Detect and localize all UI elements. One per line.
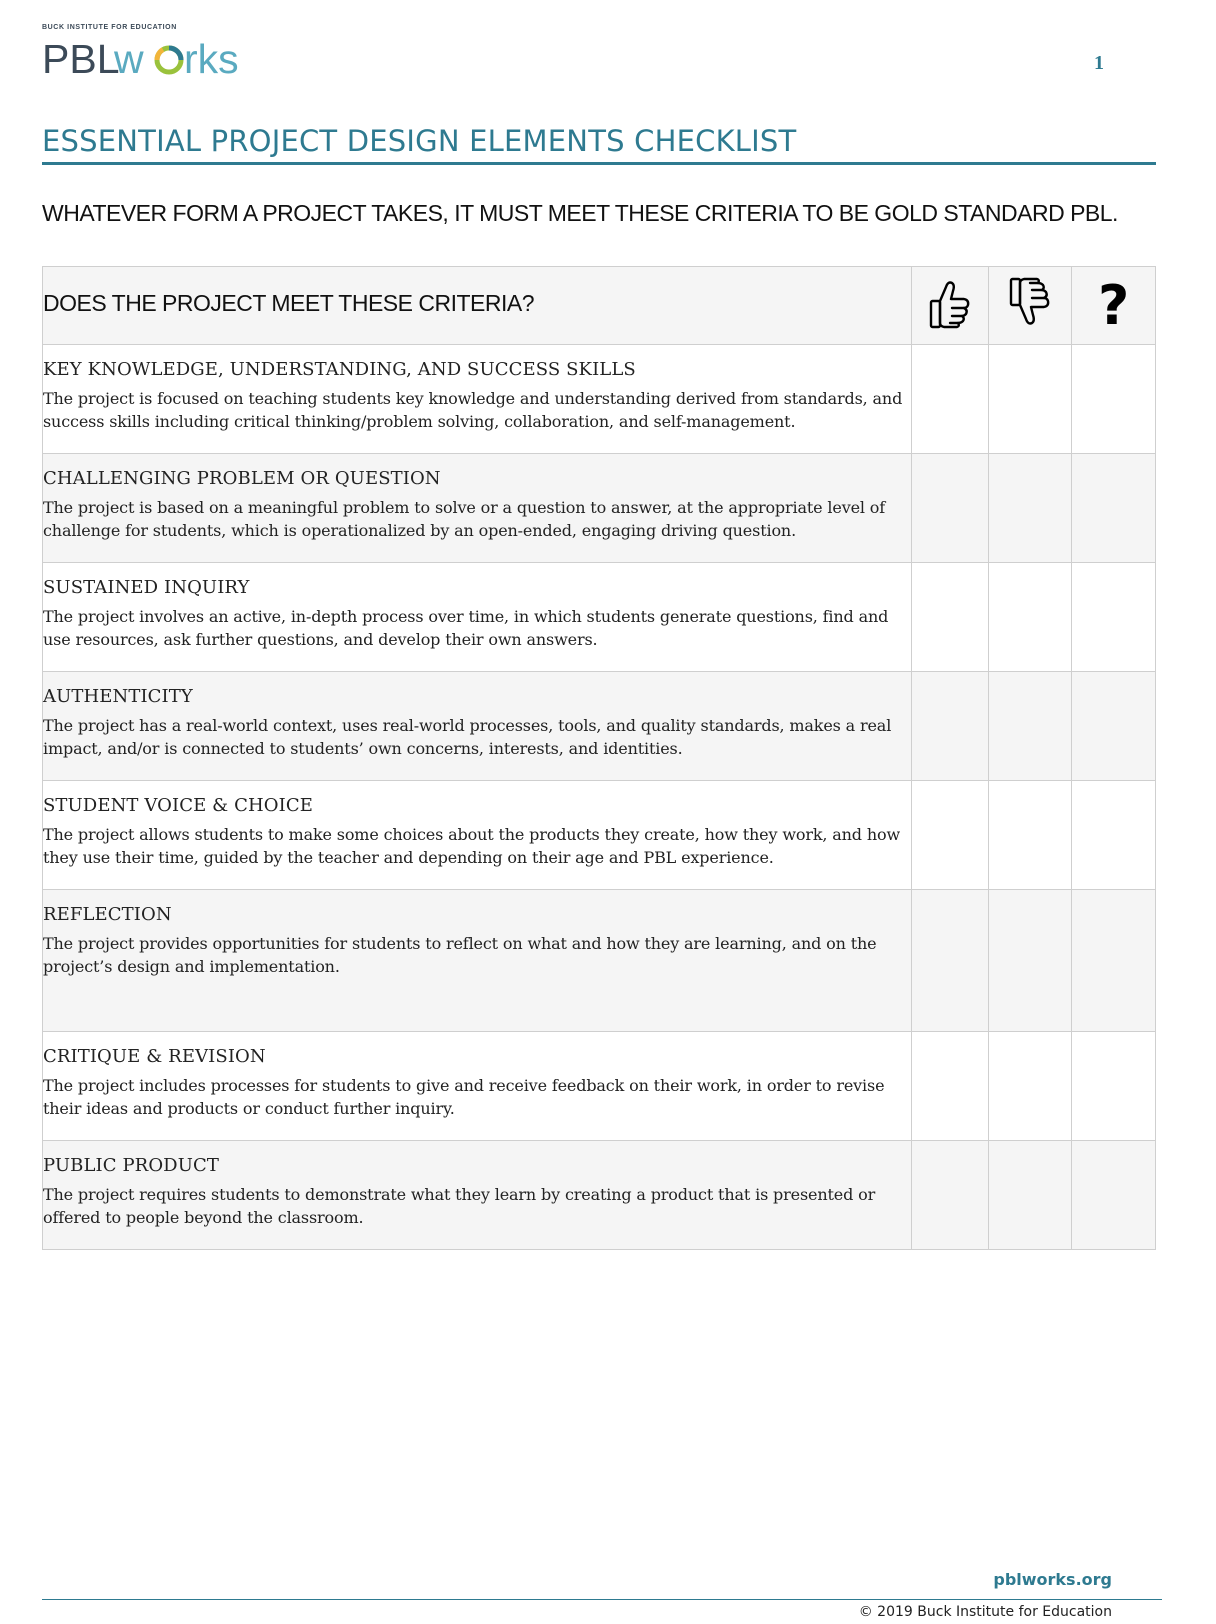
criterion-cell: [43, 672, 912, 781]
criterion-description: The project is focused on teaching students key knowledge and understanding derived from standards, and success skills including critical thinking/problem solving, collaboration, and self-management.: [43, 389, 903, 431]
criterion-title: REFLECTION: [43, 904, 172, 925]
criterion-title: SUSTAINED INQUIRY: [43, 577, 250, 598]
criterion-description: The project allows students to make some choices about the products they create, how they work, and how they use their time, guided by the teacher and depending on their age and PBL experience.: [43, 825, 901, 867]
criterion-title: AUTHENTICITY: [43, 686, 193, 707]
question-mark-header: [1072, 267, 1156, 345]
thumbs-down-cell[interactable]: [988, 890, 1072, 1032]
table-row: [43, 454, 1156, 563]
table-row: [43, 563, 1156, 672]
thumbs-up-cell[interactable]: [911, 781, 988, 890]
table-question-header: [43, 267, 912, 345]
thumbs-down-cell[interactable]: [988, 1141, 1072, 1250]
table-row: [43, 672, 1156, 781]
logo-ring-icon: [157, 48, 181, 72]
criterion-description: The project requires students to demonstrate what they learn by creating a product that is presented or offered to people beyond the classroom.: [43, 1185, 876, 1227]
thumbs-up-cell[interactable]: [911, 890, 988, 1032]
criterion-description: The project has a real-world context, uses real-world processes, tools, and quality standards, makes a real impact, and/or is connected to students’ own concerns, interests, and identities.: [43, 716, 892, 758]
page-subtitle: WHATEVER FORM A PROJECT TAKES, IT MUST MEET THESE CRITERIA TO BE GOLD STANDARD PBL.: [42, 200, 1118, 226]
criterion-description: The project provides opportunities for students to reflect on what and how they are learning, and on the project’s design and implementation.: [43, 934, 877, 976]
criterion-cell: [43, 1032, 912, 1141]
logo-w-text: w: [114, 36, 144, 80]
criterion-title: STUDENT VOICE & CHOICE: [43, 795, 313, 816]
footer-divider: [42, 1599, 1162, 1600]
unsure-cell[interactable]: [1072, 1141, 1156, 1250]
thumbs-down-cell[interactable]: [988, 345, 1072, 454]
pblworks-logo[interactable]: [42, 24, 282, 80]
unsure-cell[interactable]: [1072, 672, 1156, 781]
thumbs-down-cell[interactable]: [988, 563, 1072, 672]
criterion-cell: [43, 563, 912, 672]
thumbs-up-cell[interactable]: [911, 345, 988, 454]
table-row: [43, 345, 1156, 454]
criterion-title: CHALLENGING PROBLEM OR QUESTION: [43, 468, 441, 489]
table-row: [43, 781, 1156, 890]
unsure-cell[interactable]: [1072, 345, 1156, 454]
criteria-table: [42, 266, 1156, 1250]
thumbs-up-header: [911, 267, 988, 345]
logo-rks-text: rks: [184, 36, 239, 80]
table-row: [43, 890, 1156, 1032]
criterion-cell: [43, 345, 912, 454]
thumbs-up-cell[interactable]: [911, 672, 988, 781]
criterion-cell: [43, 454, 912, 563]
criterion-cell: [43, 890, 912, 1032]
criterion-description: The project includes processes for students to give and receive feedback on their work, in order to revise their ideas and products or conduct further inquiry.: [43, 1076, 885, 1118]
page-number: 1: [1094, 52, 1104, 74]
thumbs-up-cell[interactable]: [911, 1141, 988, 1250]
thumbs-up-cell[interactable]: [911, 454, 988, 563]
question-mark-icon: ?: [1098, 273, 1130, 337]
thumbs-up-cell[interactable]: [911, 1032, 988, 1141]
unsure-cell[interactable]: [1072, 781, 1156, 890]
logo-org-name: BUCK INSTITUTE FOR EDUCATION: [42, 24, 177, 31]
criterion-description: The project involves an active, in-depth process over time, in which students generate questions, find and use resources, ask further questions, and develop their own answers.: [43, 607, 889, 649]
unsure-cell[interactable]: [1072, 454, 1156, 563]
table-row: [43, 1141, 1156, 1250]
criterion-title: KEY KNOWLEDGE, UNDERSTANDING, AND SUCCESS SKILLS: [43, 359, 636, 380]
thumbs-down-icon: [1008, 277, 1052, 329]
footer-copyright: © 2019 Buck Institute for Education: [858, 1604, 1112, 1620]
footer-website-link[interactable]: pblworks.org: [993, 1570, 1112, 1589]
unsure-cell[interactable]: [1072, 563, 1156, 672]
criterion-title: CRITIQUE & REVISION: [43, 1046, 266, 1067]
table-header-row: [43, 267, 1156, 345]
criterion-cell: [43, 1141, 912, 1250]
logo-pbl-text: PBL: [42, 36, 120, 80]
criterion-description: The project is based on a meaningful problem to solve or a question to answer, at the appropriate level of challenge for students, which is operationalized by an open-ended, engaging driving question.: [43, 498, 886, 540]
unsure-cell[interactable]: [1072, 890, 1156, 1032]
thumbs-down-cell[interactable]: [988, 1032, 1072, 1141]
thumbs-down-cell[interactable]: [988, 781, 1072, 890]
table-question-text: DOES THE PROJECT MEET THESE CRITERIA?: [43, 290, 535, 316]
thumbs-down-cell[interactable]: [988, 454, 1072, 563]
criterion-cell: [43, 781, 912, 890]
criterion-title: PUBLIC PRODUCT: [43, 1155, 219, 1176]
thumbs-up-cell[interactable]: [911, 563, 988, 672]
page-title: ESSENTIAL PROJECT DESIGN ELEMENTS CHECKLIST: [42, 124, 1156, 165]
table-row: [43, 1032, 1156, 1141]
unsure-cell[interactable]: [1072, 1032, 1156, 1141]
thumbs-down-header: [988, 267, 1072, 345]
thumbs-down-cell[interactable]: [988, 672, 1072, 781]
thumbs-up-icon: [928, 277, 972, 329]
